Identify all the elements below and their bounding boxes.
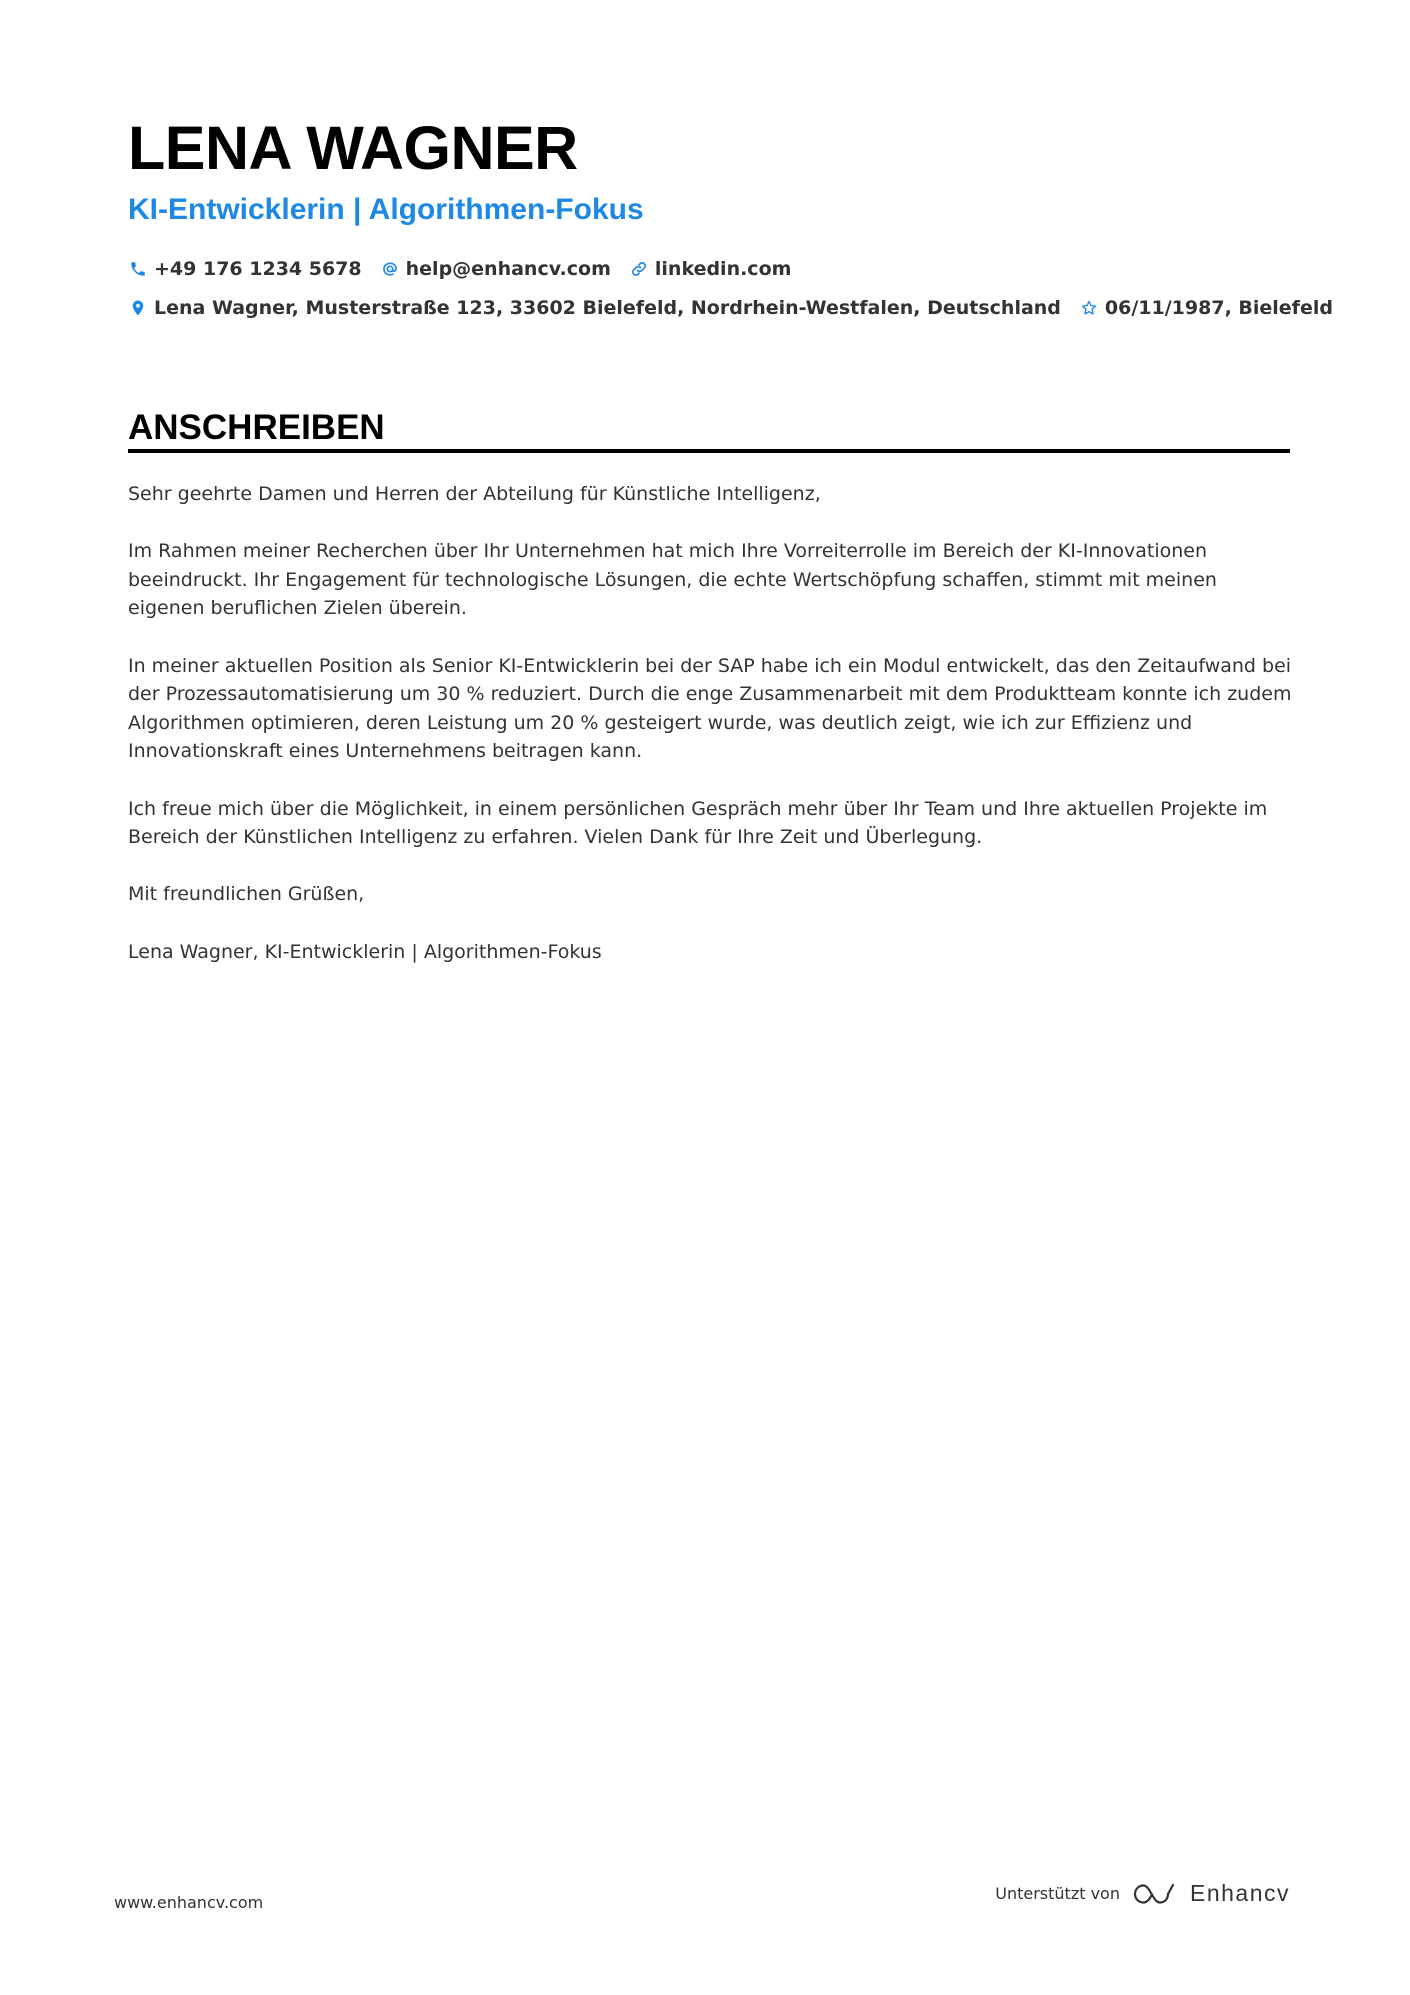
applicant-title: KI-Entwicklerin | Algorithmen-Fokus — [128, 193, 644, 226]
powered-by-label: Unterstützt von — [995, 1884, 1120, 1903]
contact-address — [128, 297, 1061, 319]
phone-number: +49 176 1234 5678 — [154, 258, 362, 280]
contact-phone — [128, 258, 362, 280]
letter-paragraph: In meiner aktuellen Position als Senior KI-Entwicklerin bei der SAP habe ich ein Modul entwickelt, das den Zeitaufwand bei der Prozessautomatisierung um 30 % reduziert. Durch die enge Zusammenarbeit mit dem Produktteam konnte ich zudem Algorithmen optimieren, deren Leistung um 20 % gesteigert wurde, was deutlich zeigt, wie ich zur Effizienz und Innovationskraft eines Unternehmens beitragen kann. — [128, 654, 1292, 763]
contact-row-primary — [128, 254, 809, 284]
footer-powered-by — [995, 1880, 1290, 1907]
contact-email[interactable] — [380, 258, 611, 280]
letter-paragraph: Ich freue mich über die Möglichkeit, in einem persönlichen Gespräch mehr über Ihr Team und Ihre aktuellen Projekte im Bereich der Künstlichen Intelligenz zu erfahren. Vielen Dank für Ihre Zeit und Überlegung. — [128, 797, 1268, 849]
at-icon — [380, 259, 400, 279]
letter-signature: Lena Wagner, KI-Entwicklerin | Algorithmen-Fokus — [128, 940, 602, 963]
email-address: help@enhancv.com — [405, 258, 611, 280]
star-icon — [1079, 298, 1099, 318]
address-text: Lena Wagner, Musterstraße 123, 33602 Bielefeld, Nordrhein-Westfalen, Deutschland — [154, 297, 1061, 319]
letter-body — [128, 480, 1298, 995]
letter-closing: Mit freundlichen Grüßen, — [128, 883, 365, 906]
enhancv-logo-icon — [1132, 1881, 1178, 1907]
letter-paragraph: Im Rahmen meiner Recherchen über Ihr Unternehmen hat mich Ihre Vorreiterrolle im Bereich der KI-Innovationen beeindruckt. Ihr Engagement für technologische Lösungen, die echte Wertschöpfung schaffen, stimmt mit meinen eigenen beruflichen Zielen überein. — [128, 540, 1217, 620]
section-heading: ANSCHREIBEN — [128, 408, 385, 447]
enhancv-brand: Enhancv — [1189, 1880, 1290, 1906]
contact-row-secondary — [128, 293, 1351, 323]
link-icon — [629, 259, 649, 279]
location-pin-icon — [128, 298, 148, 318]
letter-salutation: Sehr geehrte Damen und Herren der Abteilung für Künstliche Intelligenz, — [128, 483, 821, 505]
linkedin-link: linkedin.com — [654, 258, 792, 280]
applicant-name: LENA WAGNER — [128, 114, 578, 182]
footer-website[interactable]: www.enhancv.com — [114, 1893, 264, 1912]
section-divider — [128, 449, 1290, 453]
contact-link[interactable] — [629, 258, 792, 280]
phone-icon — [128, 259, 148, 279]
birth-date-place: 06/11/1987, Bielefeld — [1104, 297, 1333, 319]
contact-birth — [1079, 297, 1333, 319]
